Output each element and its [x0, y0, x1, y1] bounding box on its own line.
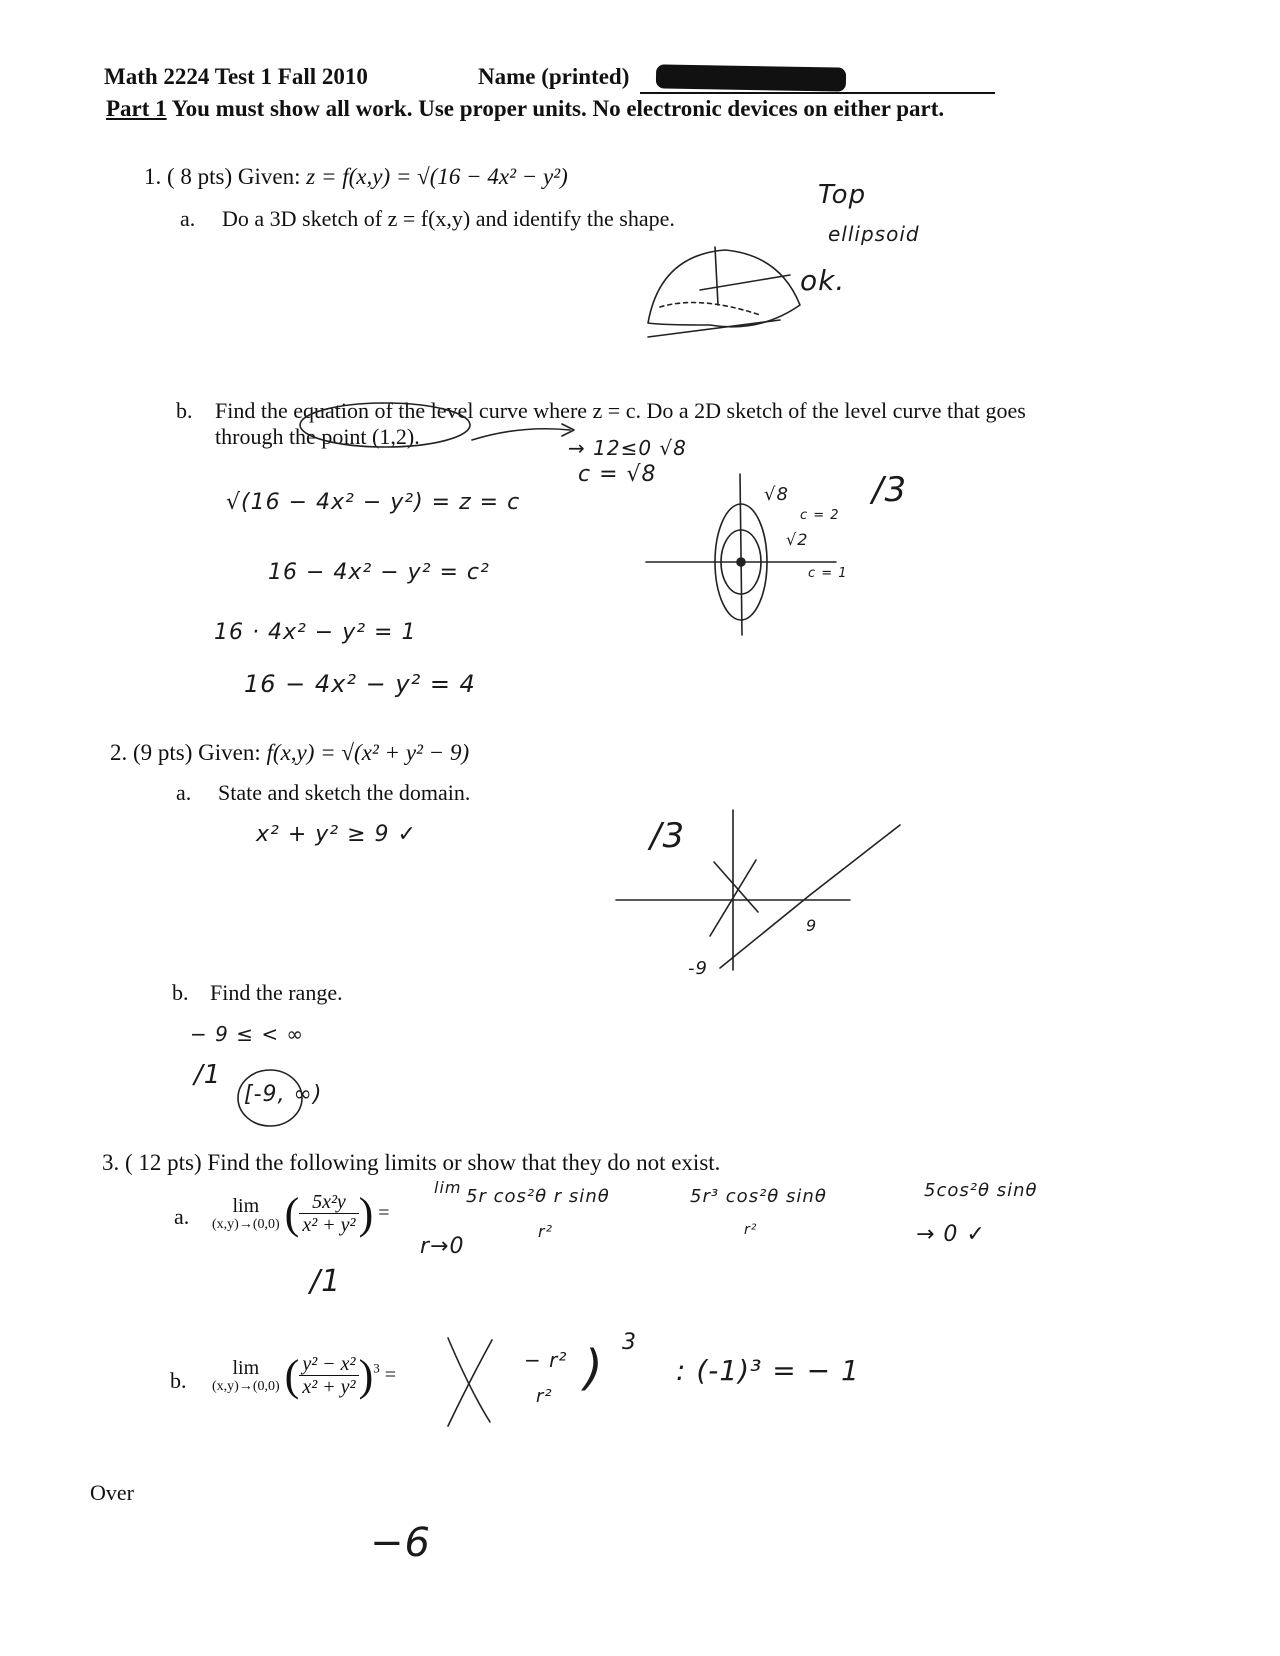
q3a-lim: lim	[232, 1194, 260, 1217]
q1-prompt	[144, 164, 568, 190]
q3a-hw-den1: r²	[538, 1222, 553, 1241]
q3b-hw-frac-den: r²	[536, 1386, 553, 1407]
q3a-hw-lim: lim	[434, 1178, 462, 1197]
q2a-label: a.	[176, 780, 192, 805]
q3a-denominator: x² + y²	[302, 1214, 356, 1236]
q2b-hw-score: /1	[194, 1060, 222, 1090]
level-curve-sketch	[640, 470, 840, 640]
total-score: −6	[370, 1520, 431, 1566]
q1a-hw-ok: ok.	[800, 264, 846, 297]
q2b-text: Find the range.	[210, 980, 343, 1005]
q3a-hw-den2: r²	[744, 1222, 758, 1238]
q3b-numerator: y² − x²	[299, 1353, 358, 1376]
q1b-hw-c2: c = 2	[800, 508, 840, 523]
q3-prompt: 3. ( 12 pts) Find the following limits or show that they do not exist.	[102, 1150, 721, 1175]
q3a-hw-final: → 0 ✓	[916, 1222, 986, 1247]
q2a-text: State and sketch the domain.	[218, 780, 471, 805]
q3a-lim-sub: (x,y)→(0,0)	[212, 1216, 280, 1232]
q2b-hw-2: [-9, ∞)	[244, 1082, 323, 1107]
q1b-text-1: Find the equation of the level curve where z = c. Do a 2D sketch of the level curve that goes	[215, 398, 1026, 423]
q3b-lim: lim	[232, 1356, 260, 1379]
q1a-hw-top: Top	[818, 180, 867, 210]
q3b-hw-paren: )	[584, 1340, 604, 1396]
instructions-line	[106, 96, 944, 122]
q3a-hw-r0: r→0	[420, 1234, 465, 1259]
q2-given: f(x,y) = √(x² + y² − 9)	[266, 740, 470, 765]
q1b-hw-arrow: → 12≤0 √8	[568, 436, 687, 460]
q1b-hw-line4: 16 − 4x² − y² = 4	[244, 670, 476, 698]
q2b-label: b.	[172, 980, 189, 1005]
q3b-exponent: 3	[373, 1360, 380, 1376]
q3a-hw-score: /1	[310, 1264, 342, 1299]
q3b-hw-exp: 3	[622, 1330, 637, 1355]
q2-prompt	[110, 740, 469, 766]
over-label: Over	[90, 1480, 134, 1505]
q2a-hw-neg9: -9	[688, 958, 708, 979]
q1-given: z = f(x,y) = √(16 − 4x² − y²)	[306, 164, 568, 189]
q3b-hw-frac-num: − r²	[524, 1348, 568, 1372]
q1b-hw-root2: √2	[786, 530, 809, 549]
q3a-limit: lim (x,y)→(0,0) ( $\frac{\text{5x²y}}{\text{x² + y²}}$ ) =	[212, 1189, 390, 1238]
q3a-label: a.	[174, 1204, 190, 1229]
q3b-label: b.	[170, 1368, 187, 1393]
q2b-hw-1: − 9 ≤ < ∞	[190, 1022, 305, 1046]
q1b-hw-c: c = √8	[578, 462, 657, 487]
q1b-hw-c1: c = 1	[808, 566, 848, 581]
q3a-numerator: 5x²y	[299, 1191, 358, 1214]
q1b-hw-line2: 16 − 4x² − y² = c²	[268, 560, 490, 585]
q1b-hw-score: /3	[872, 470, 908, 510]
redacted-name	[656, 64, 846, 91]
instructions-text: You must show all work. Use proper units. No electronic devices on either part.	[166, 96, 945, 121]
q2a-hw-9: 9	[806, 916, 818, 935]
q1b-hw-line1: √(16 − 4x² − y²) = z = c	[226, 490, 521, 515]
part-label: Part 1	[106, 96, 167, 121]
q1b-label: b.	[176, 398, 193, 423]
q3b-limit: lim (x,y)→(0,0) ( $\frac{\text{y² − x²}}{\text{x² + y²}}$ )$^3$ =	[212, 1351, 396, 1400]
q1b-circled-note	[300, 400, 600, 470]
q3a-hw-res: 5cos²θ sinθ	[924, 1180, 1038, 1201]
name-field-line	[640, 92, 995, 94]
test-title: Math 2224 Test 1 Fall 2010	[104, 64, 368, 89]
domain-sketch	[610, 800, 910, 980]
q3b-cross-mark	[440, 1330, 500, 1430]
q2-label: 2. (9 pts) Given:	[110, 740, 267, 765]
q1a-label: a.	[180, 206, 196, 231]
q3b-hw-eq: : (-1)³ = − 1	[676, 1354, 860, 1387]
q1-label: 1. ( 8 pts) Given:	[144, 164, 307, 189]
q3a-hw-num1: 5r cos²θ r sinθ	[466, 1186, 610, 1207]
q1b-hw-root8: √8	[764, 484, 789, 505]
q3a-hw-num2: 5r³ cos²θ sinθ	[690, 1186, 827, 1207]
name-label: Name (printed)	[478, 64, 630, 89]
q3b-lim-sub: (x,y)→(0,0)	[212, 1378, 280, 1394]
q3b-denominator: x² + y²	[302, 1376, 356, 1398]
ellipsoid-sketch	[640, 245, 810, 355]
q1a-text: Do a 3D sketch of z = f(x,y) and identify the shape.	[222, 206, 675, 231]
q2a-hw-score: /3	[650, 816, 686, 856]
q1a-hw-shape: ellipsoid	[828, 222, 920, 246]
q1b-hw-line3: 16 · 4x² − y² = 1	[214, 620, 417, 645]
q2b-circled-answer	[232, 1064, 312, 1134]
q1b-text-2: through the point (1,2).	[215, 424, 420, 449]
q2a-hw: x² + y² ≥ 9 ✓	[256, 822, 417, 847]
